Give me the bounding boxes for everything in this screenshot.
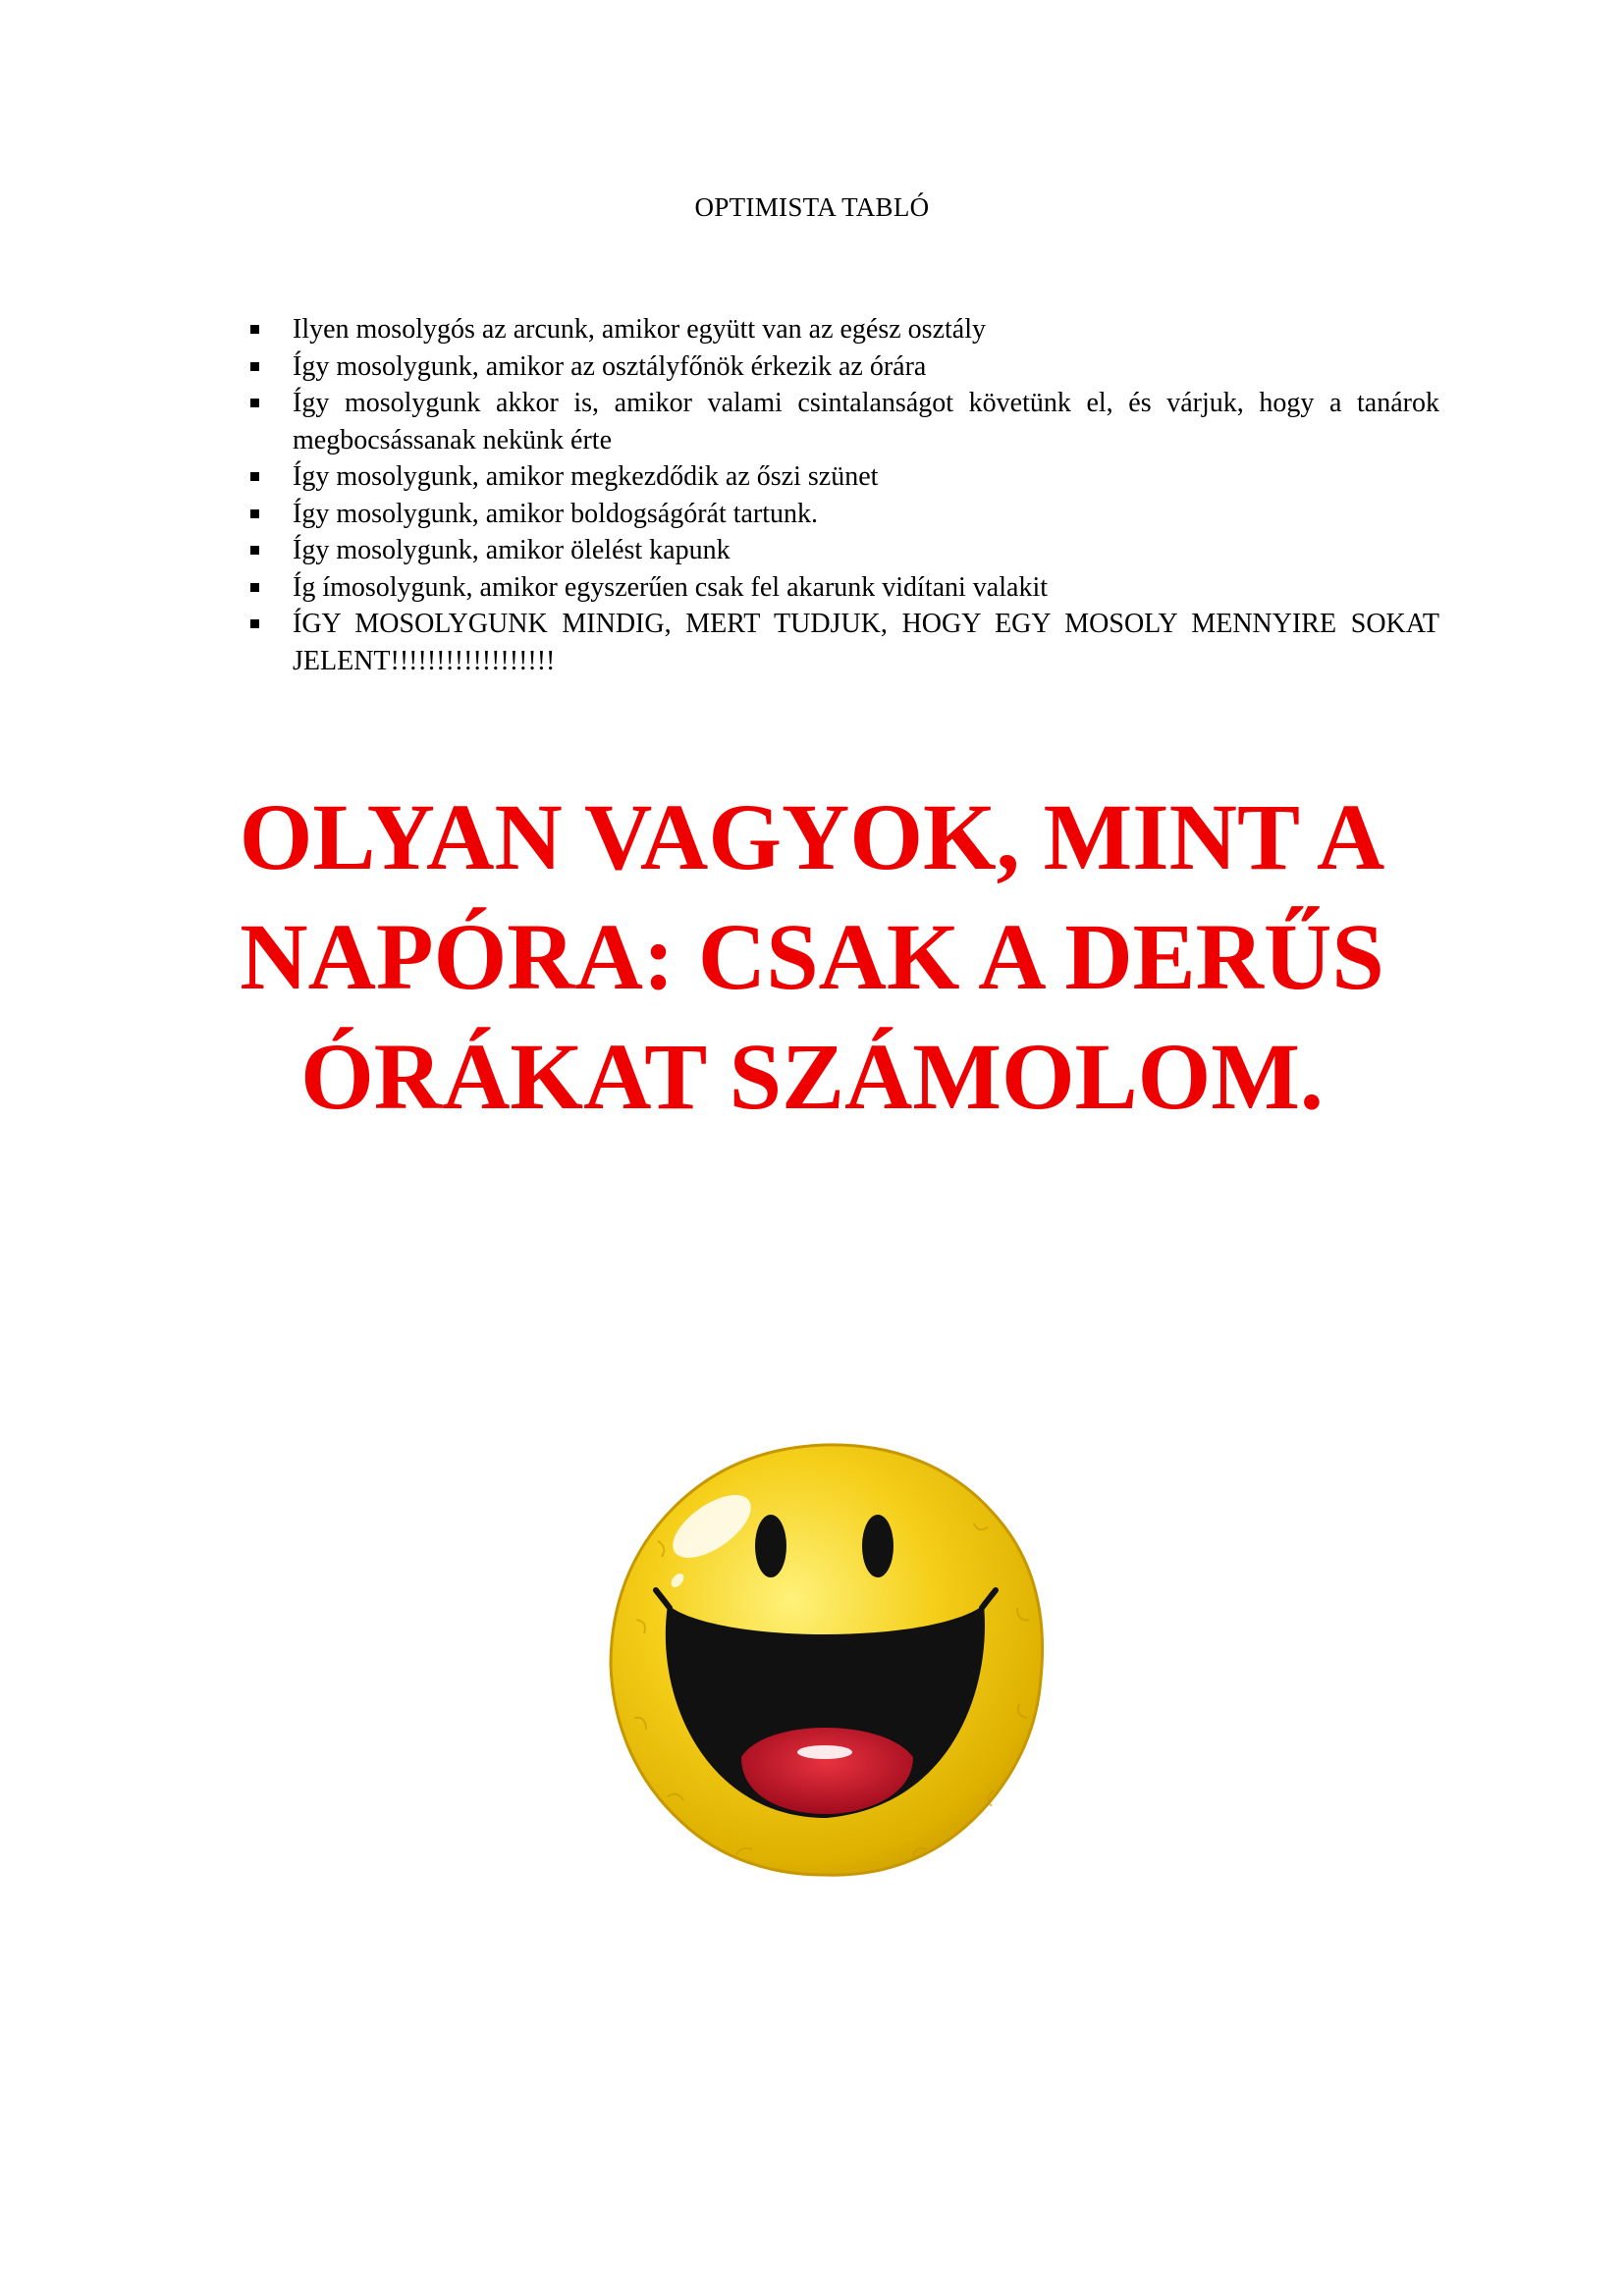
list-item [249,569,1439,607]
bullet-marker [250,583,259,592]
list-item-text: Ilyen mosolygós az arcunk, amikor együtt van az egész osztály [293,314,986,345]
bullet-marker [250,546,259,555]
headline-line: ÓRÁKAT SZÁMOLOM. [300,1024,1324,1129]
headline-line: NAPÓRA: CSAK A DERŰS [240,904,1384,1009]
smiley-balloon-icon [599,1433,1051,1885]
bullet-marker [250,472,259,481]
list-item-text: Így mosolygunk akkor is, amikor valami csintalanságot követünk el, és várjuk, hogy a tanárok megbocsássanak nekünk érte [293,388,1439,455]
list-item [249,311,1439,348]
page-title: OPTIMISTA TABLÓ [694,192,930,222]
list-item-text: Így mosolygunk, amikor az osztályfőnök érkezik az órára [293,350,927,382]
bullet-marker [250,325,259,334]
list-item-text: Így mosolygunk, amikor megkezdődik az őszi szünet [293,461,879,492]
list-item-text: Íg ímosolygunk, amikor egyszerűen csak fel akarunk vidítani valakit [293,571,1049,603]
headline-line: OLYAN VAGYOK, MINT A [239,784,1385,889]
bullet-marker [250,509,259,518]
list-item-text: Így mosolygunk, amikor boldogságórát tartunk. [293,498,819,529]
list-item [249,606,1439,679]
list-item-text: Így mosolygunk, amikor ölelést kapunk [293,535,731,565]
bullet-list [249,311,1439,679]
headline-quote [98,777,1526,1137]
bullet-marker [250,362,259,371]
bullet-marker [250,399,259,407]
list-item [249,532,1439,569]
list-item [249,385,1439,458]
left-eye-shape [755,1515,786,1577]
list-item [249,458,1439,496]
smiley-balloon-svg [599,1433,1051,1885]
list-item-text: ÍGY MOSOLYGUNK MINDIG, MERT TUDJUK, HOGY EGY MOSOLY MENNYIRE SOKAT JELENT!!!!!!!!!!!!!!!!!! [293,609,1439,676]
right-eye-shape [862,1515,893,1577]
bullet-marker [250,619,259,628]
list-item [249,496,1439,533]
list-item [249,348,1439,386]
